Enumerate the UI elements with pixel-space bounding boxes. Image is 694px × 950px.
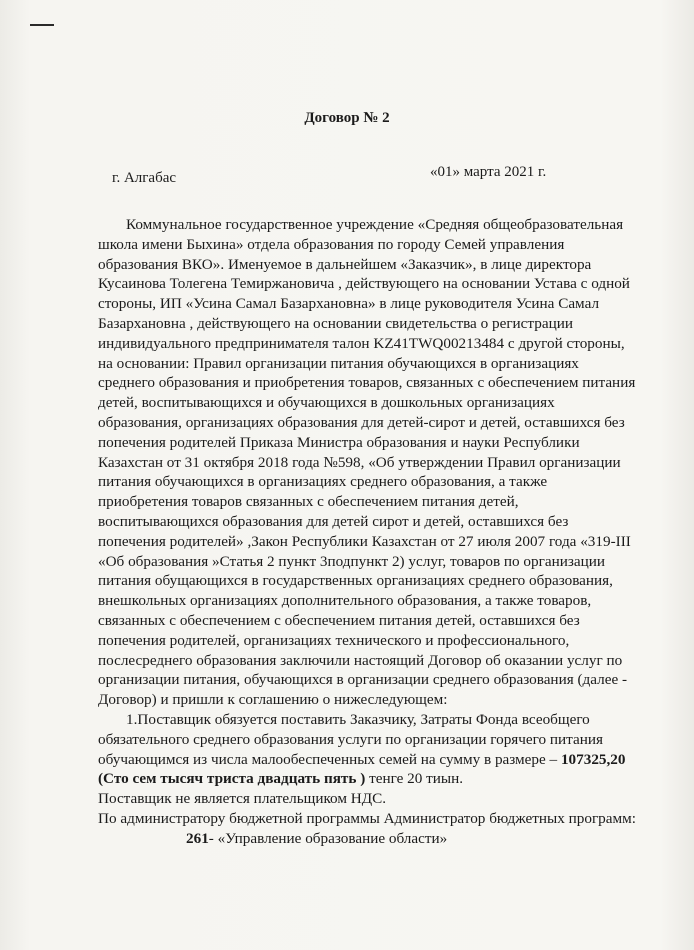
budget-program-line xyxy=(98,829,638,849)
contract-title: Договор № 2 xyxy=(304,110,390,126)
contract-date: «01» марта 2021 г. xyxy=(430,164,547,180)
budget-admin-paragraph: По администратору бюджетной программы Администратор бюджетных программ: xyxy=(98,809,636,827)
clause-1-currency: тенге 20 тиын. xyxy=(365,770,464,788)
scan-mark xyxy=(30,24,54,26)
clause-1-paragraph xyxy=(98,710,638,789)
contract-body xyxy=(98,215,638,849)
program-code: 261 xyxy=(186,829,209,847)
program-name: - «Управление образование области» xyxy=(208,829,448,847)
contract-amount: 107325,20 (Сто сем тысяч триста двадцать пять ) xyxy=(98,750,626,788)
vat-note: Поставщик не является плательщиком НДС. xyxy=(98,790,387,808)
preamble-paragraph: Коммунальное государственное учреждение «Средняя общеобразовательная школа имени Быхина» отдела образования по городу Семей управления образования ВКО». Именуемое в дальнейшем «Заказчик», в лице директора Кусаинова Толегена Темиржановича , действующего на основании Устава с одной стороны, ИП «Усина Самал Базархановна» в лице руководителя Усина Самал Базархановна , действующего на основании свидетельства о регистрации индивидуального предпринимателя талон KZ41TWQ00213484 с другой стороны, на основании: Правил организации питания обучающихся в организациях среднего образования и приобретения товаров, связанных с обеспечением питания детей, воспитывающихся и обучающихся в дошкольных организациях образования, организациях образования для детей-сирот и детей, оставшихся без попечения родителей Приказа Министра образования и науки Республики Казахстан от 31 октября 2018 года №598, «Об утверждении Правил организации питания обучающихся в организациях среднего образования, а также приобретения товаров связанных с обеспечением питания детей, воспитывающихся образования для детей сирот и детей, оставшихся без попечения родителей» ,Закон Республики Казахстан от 27 июля 2007 года «319-III «Об образования »Статья 2 пункт 3подпункт 2) услуг, товаров по организации питания обущающихся в государственных организациях среднего образования, внешкольных организациях дополнительного образования, а также товаров, связанных с обеспечением с обеспечением питания детей, оставшихся без попечения родителей, организациях технического и профессионального, послесреднего образования заключили настоящий Договор об оказании услуг по организации питания, обучающихся в организации среднего образования (далее - Договор) и пришли к соглашению о нижеследующем: xyxy=(98,216,636,709)
clause-1-text: 1.Поставщик обязуется поставить Заказчику, Затраты Фонда всеобщего обязательного среднего образования услуги по организации горячего питания обучающимся из числа малообеспеченных семей на сумму в размере – xyxy=(98,710,603,768)
contract-city: г. Алгабас xyxy=(112,170,177,186)
